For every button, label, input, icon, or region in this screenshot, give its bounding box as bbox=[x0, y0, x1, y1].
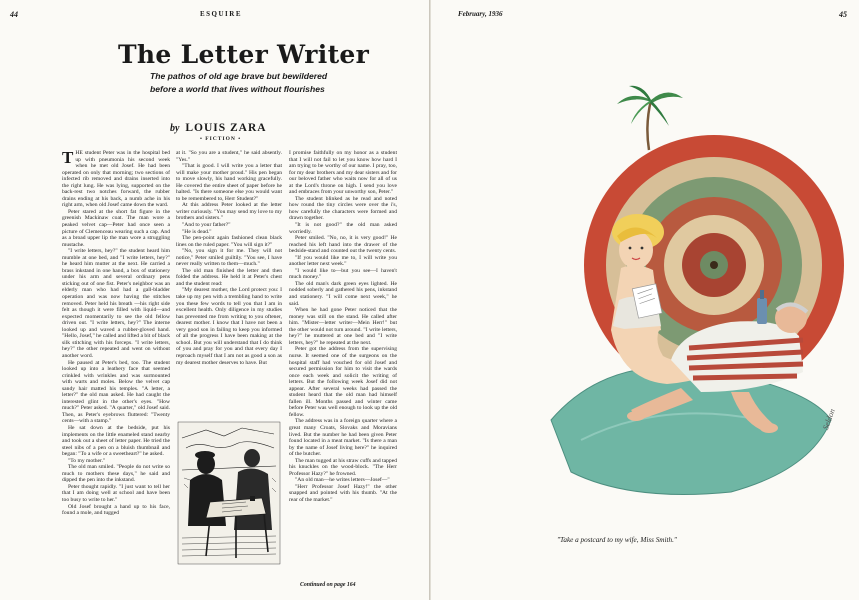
palm-tree bbox=[617, 86, 683, 150]
paragraph: at it. "So you are a student," he said absently. "Yes." bbox=[176, 150, 282, 163]
text-column-1 bbox=[62, 150, 170, 575]
paragraph: "And to your father?" bbox=[182, 222, 231, 229]
paragraph: "My dearest mother, the Lord protect you: I take up my pen with a trembling hand to write you these few words to tell you that I am in excellent health. Only diligence in my studies has prevented me from writing to you oftener, dearest mother. I know that I have not been a very good son in failing to keep you informed of all the progress I have been making at the school. But you will understand that I do think of you and pray for you and that every day I reproach myself that I am not as good a son as my dearest mother deserves to have. But bbox=[176, 287, 282, 366]
artist-signature: Seldon bbox=[821, 407, 837, 432]
beach-cartoon bbox=[431, 0, 859, 600]
paragraph: "It is not good?" the old man asked worriedly. bbox=[289, 222, 397, 235]
paragraph: "No, you sign it for me. They will not notice," Peter smiled guiltily. "You see, I have never really written to them—much." bbox=[176, 248, 282, 268]
paragraph-text: HE student Peter was in the hospital bed up with pneumonia his second week when he met old Josef. He had been operated on only that morning; two sections of infected rib removed and drains inserted into the right lung. He was lying, supported on the back-rest two notches forward, the rubber drains ending at his back, a numb ache in his right arm, when old Josef came down the ward. bbox=[62, 150, 170, 209]
paragraph: The address was in a foreign quarter where a great many Croats, Slovaks and Moravians lived. But the number he had been given Peter found located in a meat market. "Is there a man by the name of Josef living here?" he inquired of the butcher. bbox=[289, 418, 397, 458]
paragraph: He sat down at the bedside, put his implements on the little enameled stand nearby and took out a sheet of letter paper. He tried the steel nibs of a pen on a bluish thumbnail and began: "To a wife or a sweetheart?" he asked. bbox=[62, 424, 170, 458]
paragraph: The man tugged at his straw cuffs and tapped his knuckles on the wood-block. "The Herr Professor Hazy?" he frowned. bbox=[289, 457, 397, 477]
paragraph: "An old man—he writes letters—Josef—" bbox=[295, 477, 390, 484]
paragraph: The old man smiled. "People do not write so much to mothers these days," he said and dipped the pen into the inkstand. bbox=[62, 464, 170, 484]
byline-by: by bbox=[170, 123, 180, 134]
issue-date: February, 1936 bbox=[458, 10, 503, 18]
paragraph: The student blinked as he read and noted how round the tiny circles were over the i's, how carefully the characters were formed and drawn together. bbox=[289, 195, 397, 222]
paragraph: "Herr Professor Josef Hazy!" the other snapped and pointed with his thumb. "At the rear of the market." bbox=[289, 483, 397, 503]
paragraph: "He is dead." bbox=[182, 228, 212, 235]
paragraph: Peter got the address from the supervising nurse. It seemed one of the surgeons on the hospital staff had vouched for old Josef and secured permission for him to visit the wards once each week and solicit the writing of letters. But the following week Josef did not appear. After several weeks had passed the student heard that the old man had himself fallen ill. Months passed and winter came before Peter was well enough to look up the old fellow. bbox=[289, 346, 397, 418]
byline bbox=[170, 122, 267, 134]
paragraph: "I write letters, hey?" the student heard him mumble at one bed, and "I write letters, hey?" he heard him mutter at the next. He carried a brass inkstand in one hand, a box of stationery under his arm and several ordinary pens sticking out of one fist. Peter's neighbor was an elderly man who had had a gall-bladder operation and was now having the stitches removed. Peter held his breath —his right side felt as though it were filled with liquid—and expected momentarily to see the old fellow driven out. "I write letters, hey?" The interne looked up and waved a rubber-gloved hand. "Hello, Josef," he called and lifted a bit of black silk stitching with his forceps. "I write letters, hey?" the other repeated and went on without another word. bbox=[62, 248, 170, 359]
text-column-2 bbox=[176, 150, 282, 415]
drop-cap: T bbox=[62, 150, 74, 167]
running-head: ESQUIRE bbox=[200, 10, 243, 18]
paragraph: Peter stared at the short fat figure in the greenish Mackinaw coat. The man wore a peaked velvet cap—Peter had once seen a picture of Clemenceau wearing such a cap. And as a broad upper lip the man wore a struggling mustache. bbox=[62, 208, 170, 248]
paragraph: At this address Peter looked at the letter writer curiously. "You may send my love to my brothers and sisters." bbox=[176, 202, 282, 222]
paragraph: The old man's dark green eyes lighted. He nodded soberly and gathered his pens, inkstand and stationery. "I will come next week," he said. bbox=[289, 280, 397, 307]
beach-towel bbox=[551, 367, 831, 495]
text-column-3 bbox=[289, 150, 397, 588]
paragraph: The pen-point again fashioned clean black lines on the ruled paper. "You will sign it?" bbox=[176, 235, 282, 248]
paragraph: "To my mother." bbox=[68, 457, 106, 464]
author-name: LOUIS ZARA bbox=[185, 122, 267, 134]
continued-notice: Continued on page 164 bbox=[300, 582, 356, 588]
paragraph: "I would like to—but you see—I haven't much money." bbox=[289, 267, 397, 281]
page-number-left: 44 bbox=[10, 10, 18, 19]
right-page bbox=[431, 0, 859, 600]
paragraph: "That is good. I will write you a letter that will make your mother proud." His pen began to move slowly, his hand working gracefully. He covered the entire sheet of paper before he halted. "Is there someone else you would want to be remembered to, Herr Student?" bbox=[176, 163, 282, 202]
paragraph: Peter smiled. "No, no, it is very good!" He reached his left hand into the drawer of the bedside-stand and counted out the twenty cents. bbox=[289, 235, 397, 255]
paragraph: Old Josef brought a hand up to his face, found a mole, and tugged bbox=[62, 503, 170, 517]
paragraph: He paused at Peter's bed, too. The student looked up into a leathery face that seemed crinkled with wrinkles and was surmounted with warts and moles. Below the velvet cap sandy hair matted his temples. "A letter, a letter?" the old man asked. He had caught the interested glint in the other's eyes. "How much?" Peter asked. "A quarter," old Josef said. Then, as Peter's eyebrows fluttered: "Twenty cents—with a stamp." bbox=[62, 359, 170, 425]
page-number-right: 45 bbox=[839, 10, 847, 19]
cartoon-caption: "Take a postcard to my wife, Miss Smith." bbox=[557, 536, 677, 544]
paragraph: When he had gone Peter noticed that the money was still on the stand. He called after him. "Mister—letter writer—Mein Herr!" but the other would not turn around. "I write letters, hey?" he muttered at one bed and "I write letters, hey?" he repeated at the next. bbox=[289, 307, 397, 346]
paragraph: I promise faithfully on my honor as a student that I will not fail to let you know how hard I am trying to be worthy of our name. I pray, too, for my dear brothers and my dear sisters and for our beloved father who waits now for all of us at the Lord's throne on high. I send you love and embraces from your unworthy son, Peter." bbox=[289, 150, 397, 196]
article-title: The Letter Writer bbox=[118, 40, 370, 69]
paragraph bbox=[62, 150, 170, 209]
paragraph: Peter thought rapidly. "I just want to tell her that I am doing well at school and have been too busy to write to her." bbox=[62, 483, 170, 503]
letter-writer-illustration bbox=[176, 418, 282, 568]
paragraph: The old man finished the letter and then folded the address. He held it at Peter's chest and the student read: bbox=[176, 267, 282, 287]
section-tag: • FICTION • bbox=[200, 136, 242, 142]
paragraph: "If you would like me to, I will write you another letter next week." bbox=[289, 254, 397, 268]
article-subtitle: The pathos of old age brave but bewildered before a world that lives without flourishes bbox=[150, 71, 328, 94]
